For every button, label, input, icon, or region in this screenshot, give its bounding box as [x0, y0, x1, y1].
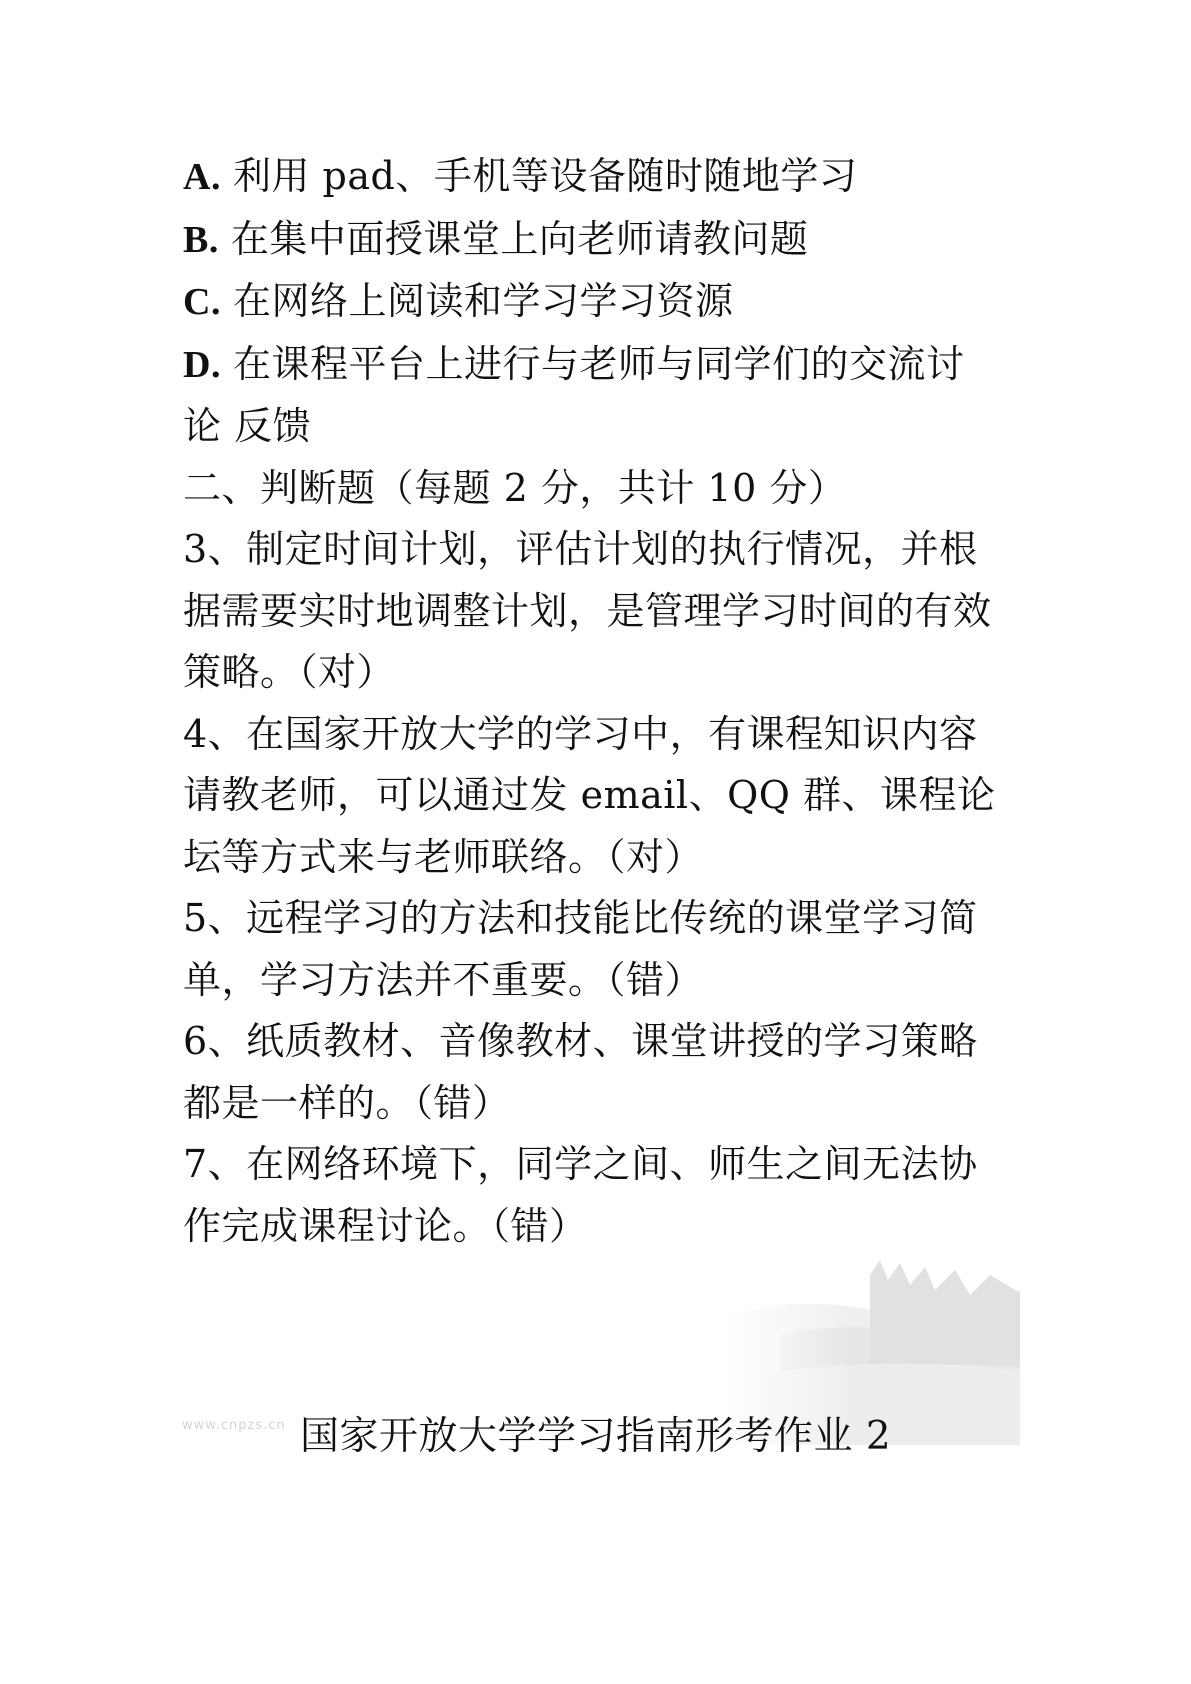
option-d-continuation: 论 反馈: [183, 404, 312, 448]
option-d: [183, 334, 1018, 397]
watermark-site-text: www.cnpzs.cn: [182, 1418, 286, 1433]
question-5: [183, 888, 1018, 1011]
option-letter: D.: [183, 343, 221, 386]
question-line: 策略。（对）: [183, 650, 396, 694]
question-3: [183, 519, 1018, 704]
question-line: 3、制定时间计划，评估计划的执行情况，并根: [183, 527, 978, 571]
option-text: 利用 pad、手机等设备随时随地学习: [232, 154, 858, 198]
question-line: 5、远程学习的方法和技能比传统的课堂学习简: [183, 896, 978, 940]
question-line: 都是一样的。（错）: [183, 1080, 511, 1125]
question-4: [183, 704, 1018, 889]
question-line: 作完成课程讨论。（错）: [183, 1203, 588, 1248]
question-line: 据需要实时地调整计划，是管理学习时间的有效: [183, 588, 992, 633]
question-line: 7、在网络环境下，同学之间、师生之间无法协: [183, 1142, 978, 1186]
question-line: 坛等方式来与老师联络。（对）: [183, 834, 704, 879]
question-line: 请教老师，可以通过发 email、QQ 群、课程论: [183, 773, 996, 817]
question-6: [183, 1011, 1018, 1134]
option-letter: A.: [183, 156, 221, 198]
question-line: 4、在国家开放大学的学习中，有课程知识内容: [183, 711, 978, 756]
option-c: [183, 271, 1018, 334]
option-text: 在课程平台上进行与老师与同学们的交流讨: [232, 341, 965, 386]
option-a: [183, 146, 1018, 209]
option-b: [183, 209, 1018, 272]
option-text: 在集中面授课堂上向老师请教问题: [230, 216, 809, 261]
option-letter: B.: [183, 218, 219, 261]
document-title: 国家开放大学学习指南形考作业 2: [300, 1414, 892, 1459]
document-body: [183, 146, 1018, 1257]
section-heading: 二、判断题（每题 2 分，共计 10 分）: [183, 465, 847, 510]
question-line: 6、纸质教材、音像教材、课堂讲授的学习策略: [183, 1019, 978, 1063]
option-text: 在网络上阅读和学习学习资源: [232, 279, 734, 323]
question-7: [183, 1134, 1018, 1257]
option-letter: C.: [183, 281, 221, 323]
question-line: 单，学习方法并不重要。（错）: [183, 957, 704, 1002]
